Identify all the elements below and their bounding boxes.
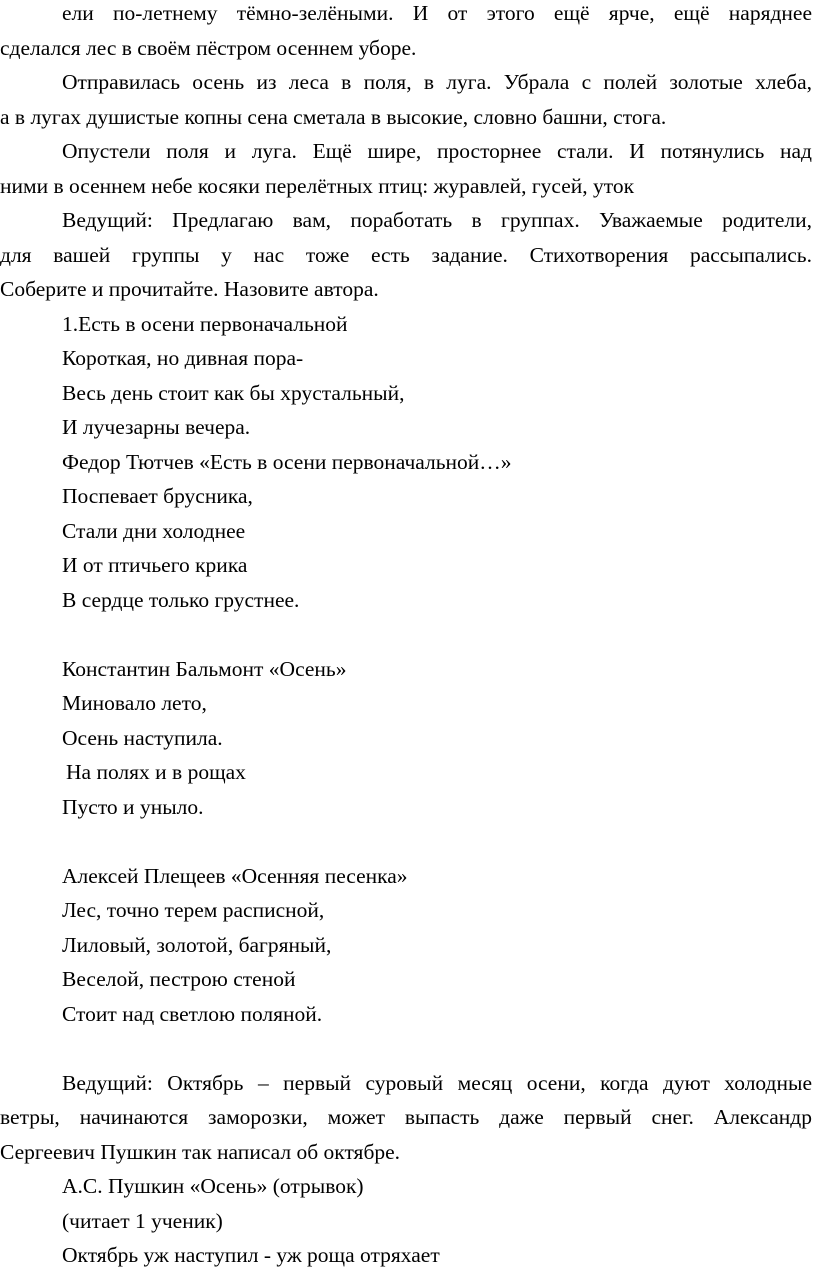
note-line: (читает 1 ученик) [62,1209,223,1233]
poem-line: И лучезарны вечера. [62,415,251,439]
poem-line: Веселой, пестрою стеной [62,967,296,991]
paragraph-line: Опустели поля и луга. Ещё шире, просторнее стали. И потянулись над [62,139,812,163]
poem-line: Лиловый, золотой, багряный, [62,933,332,957]
paragraph-line: сделался лес в своём пёстром осеннем уборе. [0,36,417,60]
poem-line: Стали дни холоднее [62,519,246,543]
poem-line: Октябрь уж наступил - уж роща отряхает [62,1243,440,1267]
paragraph-line: Соберите и прочитайте. Назовите автора. [0,277,379,301]
poem-line: 1.Есть в осени первоначальной [62,312,348,336]
poem-author-line: Константин Бальмонт «Осень» [62,657,347,681]
poem-line: Короткая, но дивная пора- [62,346,304,370]
poem-line: Стоит над светлою поляной. [62,1002,323,1026]
paragraph-line: Сергеевич Пушкин так написал об октябре. [0,1140,401,1164]
poem-line: На полях и в рощах [66,760,246,784]
paragraph-line: ветры, начинаются заморозки, может выпасть даже первый снег. Александр [0,1105,812,1129]
poem-line: В сердце только грустнее. [62,588,300,612]
paragraph-line: а в лугах душистые копны сена сметала в высокие, словно башни, стога. [0,105,667,129]
poem-author-line: А.С. Пушкин «Осень» (отрывок) [62,1174,364,1198]
poem-author-line: Федор Тютчев «Есть в осени первоначальной…» [62,450,512,474]
paragraph-line: ними в осеннем небе косяки перелётных птиц: журавлей, гусей, уток [0,174,635,198]
poem-line: Лес, точно терем расписной, [62,898,325,922]
poem-line: И от птичьего крика [62,553,248,577]
paragraph-line: для вашей группы у нас тоже есть задание. Стихотворения рассыпались. [0,243,812,267]
poem-line: Пусто и уныло. [62,795,204,819]
paragraph-line: Отправилась осень из леса в поля, в луга. Убрала с полей золотые хлеба, [62,70,812,94]
paragraph-line: Ведущий: Предлагаю вам, поработать в группах. Уважаемые родители, [62,208,812,232]
paragraph-line: Ведущий: Октябрь – первый суровый месяц осени, когда дуют холодные [62,1071,812,1095]
poem-line: Осень наступила. [62,726,223,750]
paragraph-line: ели по-летнему тёмно-зелёными. И от этого ещё ярче, ещё наряднее [62,1,812,25]
poem-author-line: Алексей Плещеев «Осенняя песенка» [62,864,408,888]
poem-line: Весь день стоит как бы хрустальный, [62,381,405,405]
poem-line: Поспевает брусника, [62,484,253,508]
poem-line: Миновало лето, [62,691,207,715]
